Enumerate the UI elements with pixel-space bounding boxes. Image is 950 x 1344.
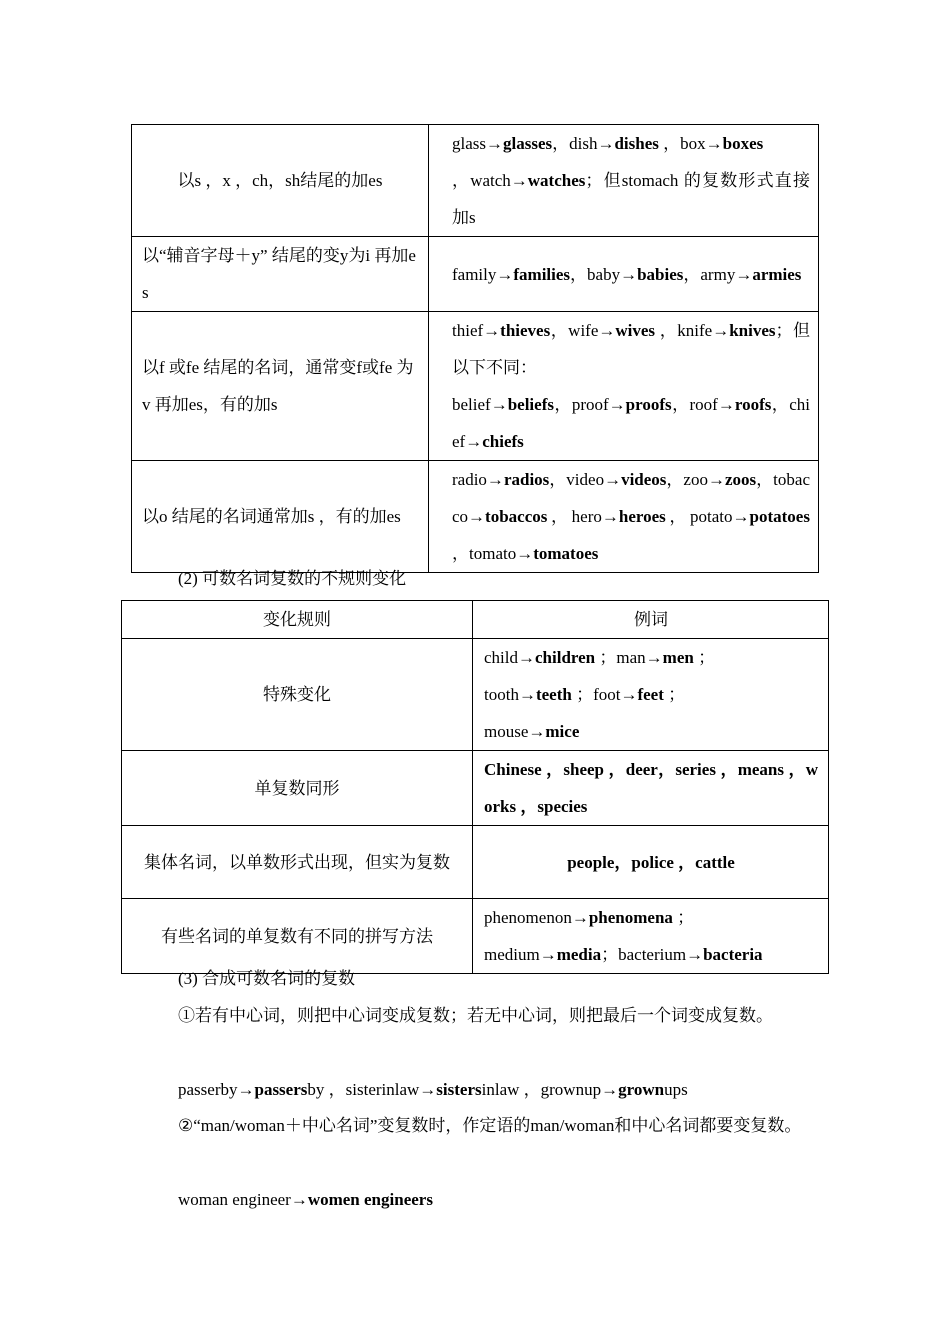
section-heading-3: (3) 合成可数名词的复数 xyxy=(178,969,356,988)
table-row xyxy=(132,461,819,573)
table-row xyxy=(122,639,829,751)
rule-cell: 有些名词的单复数有不同的拼写方法 xyxy=(122,899,473,974)
example-cell: child→children ；man→men ； tooth→teeth ；foot→feet ； mouse→mice xyxy=(473,639,829,751)
rule-cell: 以o 结尾的名词通常加s ，有的加es xyxy=(132,461,429,573)
rule-cell: 以“辅音字母＋y” 结尾的变y为i 再加es xyxy=(132,237,429,312)
rule-paragraph-1: ①若有中心词，则把中心词变成复数；若无中心词，则把最后一个词变成复数。 xyxy=(178,1006,773,1025)
section-heading-2: (2) 可数名词复数的不规则变化 xyxy=(178,569,407,588)
rule-cell: 单复数同形 xyxy=(122,751,473,826)
table-row xyxy=(122,826,829,899)
rule-cell: 以f 或fe 结尾的名词，通常变f或fe 为v 再加es，有的加s xyxy=(132,312,429,461)
rule-cell: 特殊变化 xyxy=(122,639,473,751)
rule-cell: 集体名词，以单数形式出现，但实为复数 xyxy=(122,826,473,899)
example-cell: radio→radios，video→videos，zoo→zoos，tobacco→tobaccos，hero→heroes，potato→potatoes ，tomato→tomatoes xyxy=(429,461,819,573)
header-rule: 变化规则 xyxy=(122,601,473,639)
example-cell: thief→thieves，wife→wives ，knife→knives；但以下不同： belief→beliefs，proof→proofs，roof→roofs，chief→chiefs xyxy=(429,312,819,461)
example-cell: phenomenon→phenomena ； medium→media；bacterium→bacteria xyxy=(473,899,829,974)
table-row xyxy=(132,312,819,461)
table-header-row xyxy=(122,601,829,639)
example-cell: people，police ，cattle xyxy=(473,826,829,899)
example-cell: glass→glasses，dish→dishes ，box→boxes ，watch→watches；但stomach 的复数形式直接加s xyxy=(429,125,819,237)
table-row xyxy=(122,751,829,826)
example-cell: Chinese ，sheep ，deer，series ，means ，works ，species xyxy=(473,751,829,826)
regular-plural-table xyxy=(131,124,819,573)
example-line-2: woman engineer→women engineers xyxy=(178,1190,433,1209)
header-example: 例词 xyxy=(473,601,829,639)
table-row xyxy=(132,237,819,312)
example-line-1: passerby→passersby ，sisterinlaw→sistersinlaw ，grownup→grownups xyxy=(178,1080,688,1099)
rule-paragraph-2: ②“man/woman＋中心名词”变复数时，作定语的man/woman和中心名词都要变复数。 xyxy=(178,1116,802,1135)
example-cell: family→families，baby→babies，army→armies xyxy=(429,237,819,312)
table-row xyxy=(132,125,819,237)
rule-cell: 以s ，x ，ch，sh结尾的加es xyxy=(132,125,429,237)
irregular-plural-table xyxy=(121,600,829,974)
